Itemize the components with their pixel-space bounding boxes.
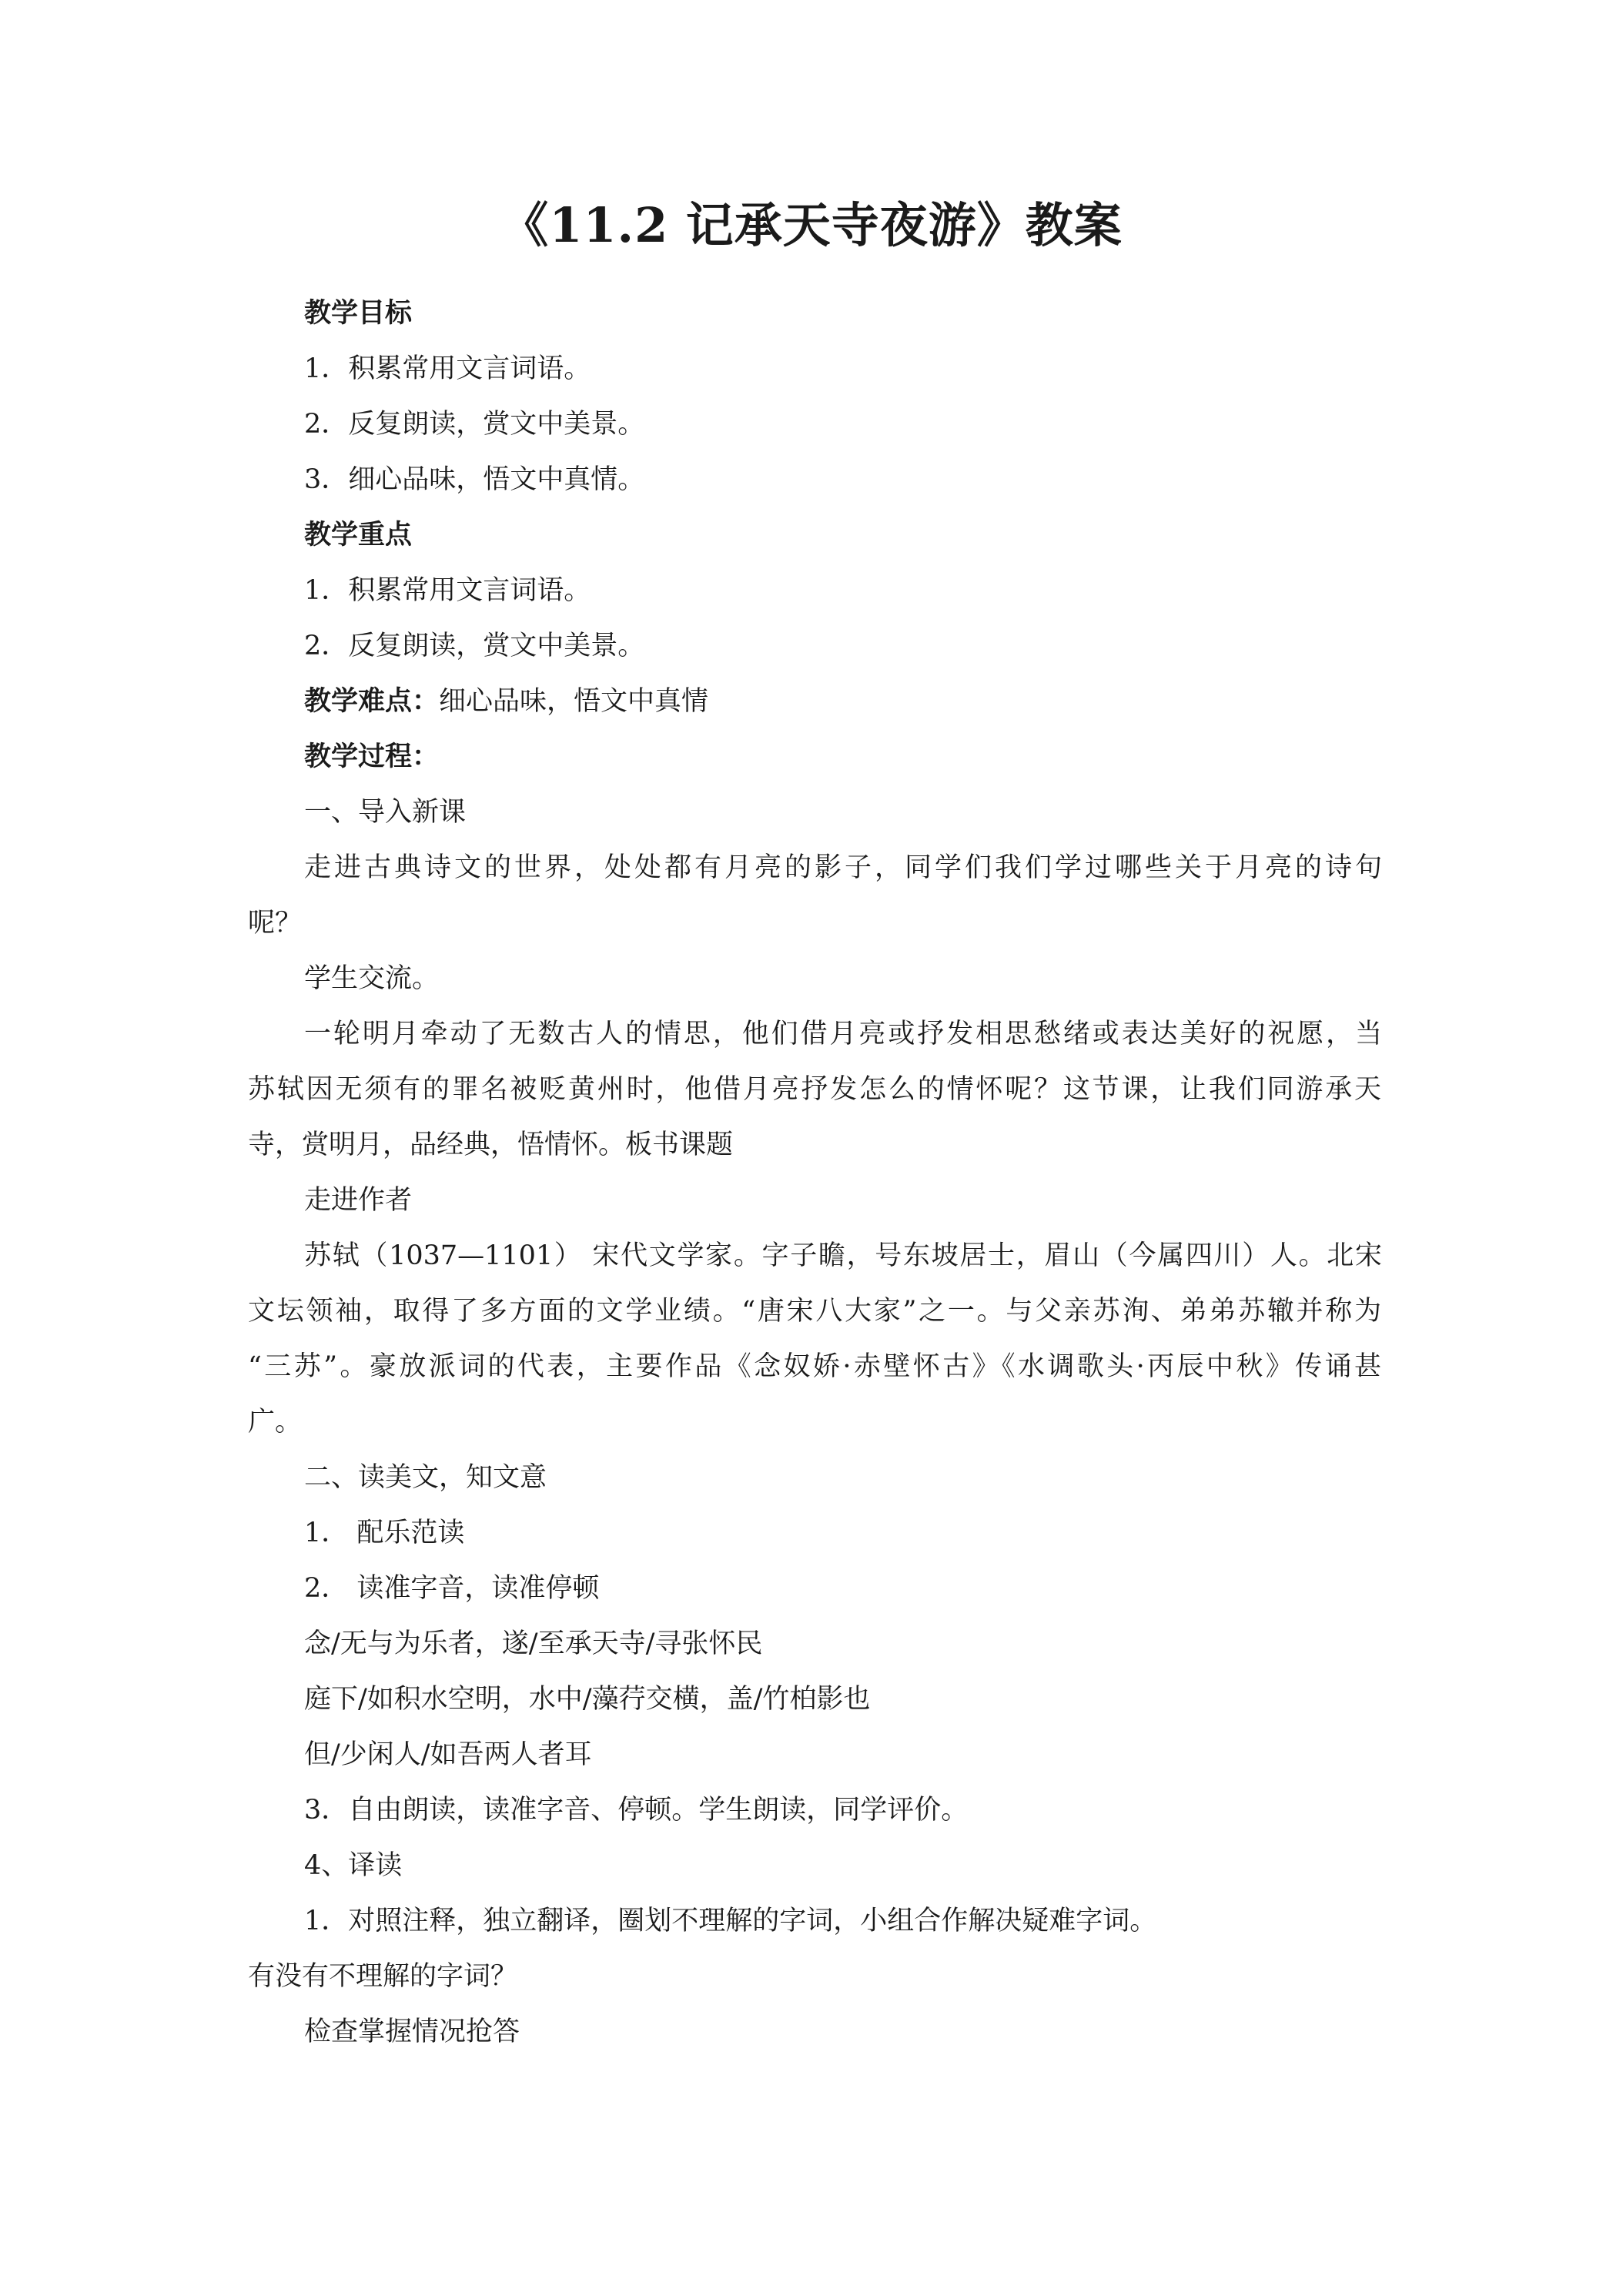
goal-item-1: 1．积累常用文言词语。 (304, 353, 591, 384)
paragraph-line: 呢？ (248, 908, 303, 939)
paragraph-line: 文坛领袖，取得了多方面的文学业绩。“唐宋八大家”之一。与父亲苏洵、弟弟苏辙并称为 (248, 1296, 1381, 1327)
text-pause-line-2: 庭下/如积水空明，水中/藻荇交横，盖/竹柏影也 (304, 1684, 871, 1715)
goal-item-3: 3．细心品味，悟文中真情。 (304, 464, 645, 495)
key-point-item-2: 2．反复朗读，赏文中美景。 (304, 631, 645, 661)
difficulty-text: 细心品味，悟文中真情 (439, 686, 709, 717)
heading-difficulty: 教学难点： (304, 685, 440, 717)
heading-key-points: 教学重点 (304, 519, 413, 551)
paragraph-line: 一轮明月牵动了无数古人的情思，他们借月亮或抒发相思愁绪或表达美好的祝愿，当 (304, 1019, 1382, 1049)
difficulty-line (304, 682, 708, 721)
heading-teaching-goals: 教学目标 (304, 297, 413, 329)
heading-teaching-process: 教学过程： (304, 741, 440, 772)
list-item: 1．对照注释，独立翻译，圈划不理解的字词，小组合作解决疑难字词。 (304, 1906, 1157, 1936)
list-item: 2． 读准字音，读准停顿 (304, 1573, 600, 1604)
section-heading-1: 一、导入新课 (304, 797, 467, 828)
text-pause-line-3: 但/少闲人/如吾两人者耳 (304, 1739, 592, 1770)
list-item: 3．自由朗读，读准字音、停顿。学生朗读，同学评价。 (304, 1795, 969, 1826)
paragraph-line: 苏轼（1037—1101） 宋代文学家。字子瞻，号东坡居士，眉山（今属四川）人。北宋 (304, 1240, 1382, 1271)
paragraph-line: 学生交流。 (304, 963, 440, 994)
goal-item-2: 2．反复朗读，赏文中美景。 (304, 409, 645, 440)
text-pause-line-1: 念/无与为乐者，遂/至承天寺/寻张怀民 (304, 1628, 763, 1659)
paragraph-line: “三苏”。豪放派词的代表，主要作品《念奴娇·赤壁怀古》《水调歌头·丙辰中秋》传诵甚 (248, 1351, 1381, 1382)
section-heading-2: 二、读美文，知文意 (304, 1462, 547, 1493)
key-point-item-1: 1．积累常用文言词语。 (304, 575, 591, 606)
subheading-author: 走进作者 (304, 1185, 413, 1216)
list-item: 1． 配乐范读 (304, 1518, 465, 1548)
paragraph-line: 有没有不理解的字词？ (248, 1961, 518, 1992)
subheading-translate: 4、译读 (304, 1850, 403, 1881)
paragraph-line: 检查掌握情况抢答 (304, 2017, 520, 2047)
paragraph-line: 走进古典诗文的世界，处处都有月亮的影子，同学们我们学过哪些关于月亮的诗句 (304, 852, 1382, 883)
paragraph-line: 广。 (248, 1407, 303, 1438)
document-title: 《11.2 记承天寺夜游》教案 (500, 197, 1123, 253)
paragraph-line: 苏轼因无须有的罪名被贬黄州时，他借月亮抒发怎么的情怀呢？这节课，让我们同游承天 (248, 1074, 1381, 1105)
paragraph-line: 寺，赏明月，品经典，悟情怀。板书课题 (248, 1130, 734, 1160)
